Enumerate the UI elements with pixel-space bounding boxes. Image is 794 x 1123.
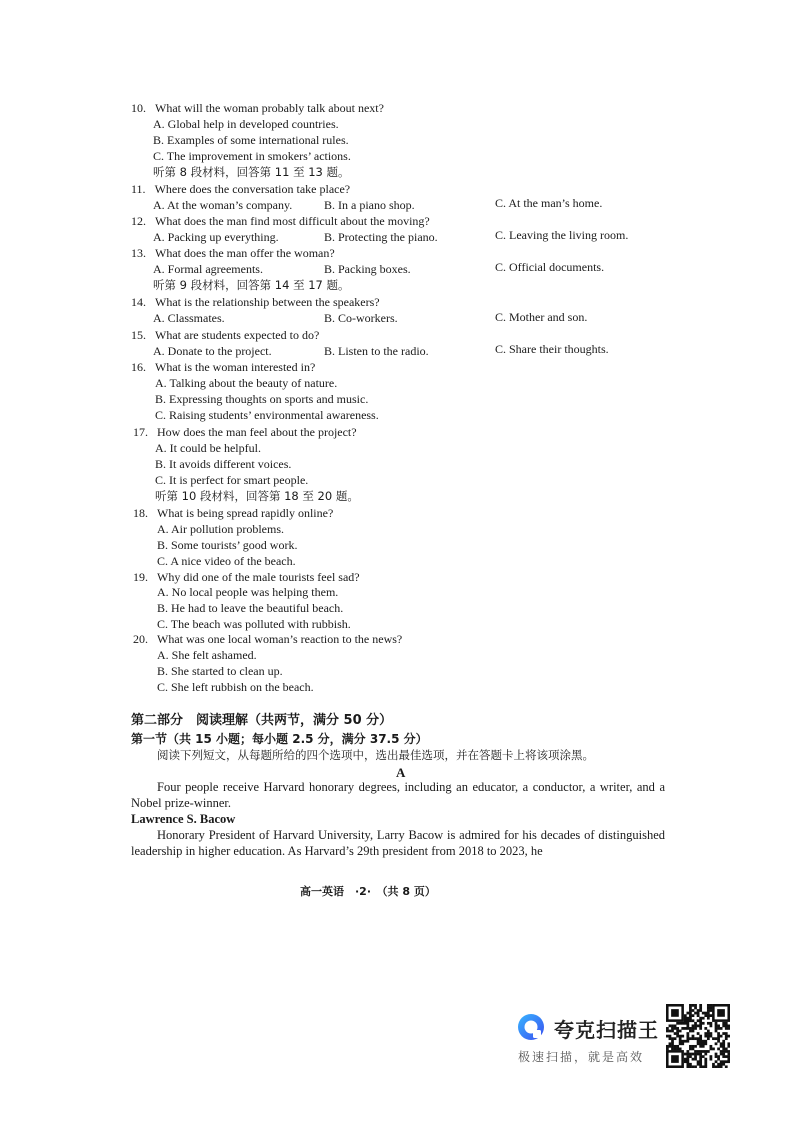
option-b: B. Packing boxes. [324, 262, 411, 276]
question-text: What is the relationship between the speakers? [155, 295, 380, 309]
option-a: A. She felt ashamed. [157, 648, 257, 662]
option-a: A. Donate to the project. [153, 344, 272, 358]
question-text: What will the woman probably talk about next? [155, 101, 384, 115]
option-a: A. It could be helpful. [155, 441, 261, 455]
page-footer: 高一英语 ·2· （共 8 页） [300, 885, 436, 898]
instruction-text: 阅读下列短文，从每题所给的四个选项中，选出最佳选项，并在答题卡上将该项涂黑。 [157, 748, 594, 762]
listen-note: 听第 8 段材料，回答第 11 至 13 题。 [153, 165, 350, 179]
question-number: 13. [131, 246, 146, 260]
listen-note: 听第 9 段材料，回答第 14 至 17 题。 [153, 278, 350, 292]
option-b: B. Co-workers. [324, 311, 398, 325]
subsection-title: 第一节（共 15 小题；每小题 2.5 分，满分 37.5 分） [131, 732, 428, 746]
question-text: What are students expected to do? [155, 328, 320, 342]
question-14 [131, 294, 380, 310]
option-c: C. Official documents. [495, 260, 605, 274]
question-number: 14. [131, 295, 146, 309]
question-number: 19. [133, 570, 148, 584]
option-a: A. No local people was helping them. [157, 585, 339, 599]
question-15 [131, 327, 319, 343]
question-number: 15. [131, 328, 146, 342]
question-number: 10. [131, 101, 146, 115]
option-c: C. The beach was polluted with rubbish. [157, 617, 351, 631]
watermark-slogan: 极速扫描，就是高效 [518, 1050, 645, 1064]
person-name: Lawrence S. Bacow [131, 812, 236, 826]
question-number: 20. [133, 632, 148, 646]
watermark-name: 夸克扫描王 [554, 1018, 659, 1042]
question-text: What does the man find most difficult about the moving? [155, 214, 430, 228]
question-number: 11. [131, 182, 146, 196]
question-17 [133, 424, 357, 440]
question-text: What is being spread rapidly online? [157, 506, 334, 520]
question-text: How does the man feel about the project? [157, 425, 357, 439]
option-c: C. A nice video of the beach. [157, 554, 296, 568]
question-number: 18. [133, 506, 148, 520]
quark-logo-icon [514, 1012, 548, 1042]
option-b: B. Examples of some international rules. [153, 133, 349, 147]
option-c: C. Leaving the living room. [495, 228, 629, 242]
option-a: A. At the woman’s company. [153, 198, 293, 212]
qr-code-icon [666, 1004, 730, 1068]
question-text: What was one local woman’s reaction to the news? [157, 632, 403, 646]
option-b: B. Expressing thoughts on sports and music. [155, 392, 369, 406]
passage-paragraph: Honorary President of Harvard University, Larry Bacow is admired for his decades of distinguished leadership in higher education. As Harvard’s 29th president from 2018 to 2023, he [131, 828, 665, 858]
option-c: C. Mother and son. [495, 310, 588, 324]
question-18 [133, 505, 333, 521]
option-a: A. Talking about the beauty of nature. [155, 376, 338, 390]
question-11 [131, 181, 350, 197]
option-a: A. Classmates. [153, 311, 225, 325]
option-c: C. The improvement in smokers’ actions. [153, 149, 351, 163]
question-number: 12. [131, 214, 146, 228]
option-b: B. In a piano shop. [324, 198, 415, 212]
option-a: A. Global help in developed countries. [153, 117, 339, 131]
passage-letter: A [396, 765, 406, 780]
question-12 [131, 213, 430, 229]
option-c: C. It is perfect for smart people. [155, 473, 309, 487]
option-b: B. He had to leave the beautiful beach. [157, 601, 344, 615]
section-title: 第二部分 阅读理解（共两节，满分 50 分） [131, 713, 393, 728]
question-20 [133, 631, 402, 647]
question-text: What is the woman interested in? [155, 360, 316, 374]
option-b: B. Some tourists’ good work. [157, 538, 298, 552]
option-b: B. Protecting the piano. [324, 230, 438, 244]
question-19 [133, 569, 360, 585]
question-number: 17. [133, 425, 148, 439]
question-text: What does the man offer the woman? [155, 246, 335, 260]
question-13 [131, 245, 335, 261]
question-16 [131, 359, 315, 375]
question-10 [131, 100, 384, 116]
option-b: B. It avoids different voices. [155, 457, 292, 471]
listen-note: 听第 10 段材料，回答第 18 至 20 题。 [155, 489, 359, 503]
option-c: C. She left rubbish on the beach. [157, 680, 314, 694]
option-c: C. At the man’s home. [495, 196, 603, 210]
question-text: Where does the conversation take place? [154, 182, 351, 196]
option-a: A. Packing up everything. [153, 230, 279, 244]
option-b: B. Listen to the radio. [324, 344, 429, 358]
option-c: C. Share their thoughts. [495, 342, 609, 356]
question-text: Why did one of the male tourists feel sad? [157, 570, 360, 584]
question-number: 16. [131, 360, 146, 374]
option-b: B. She started to clean up. [157, 664, 283, 678]
option-a: A. Formal agreements. [153, 262, 263, 276]
option-c: C. Raising students’ environmental awareness. [155, 408, 379, 422]
passage-intro: Four people receive Harvard honorary degrees, including an educator, a conductor, a writer, and a Nobel prize-winner. [131, 780, 665, 810]
option-a: A. Air pollution problems. [157, 522, 284, 536]
